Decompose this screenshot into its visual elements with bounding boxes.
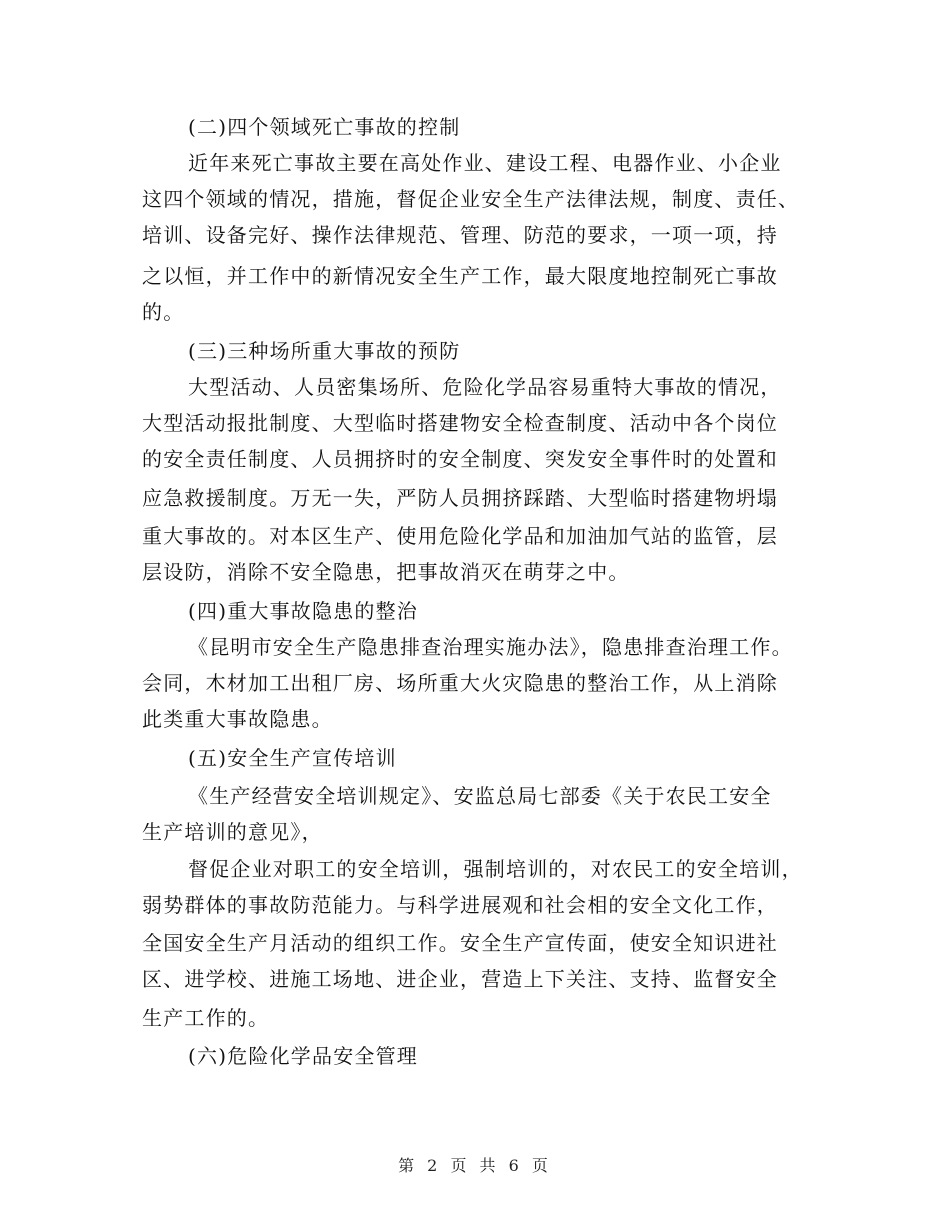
text-line: (五)安全生产宣传培训 [188,746,397,770]
text-line: (二)四个领域死亡事故的控制 [188,115,461,139]
text-line: 大型活动报批制度、大型临时搭建物安全检查制度、活动中各个岗位 [142,411,778,435]
text-line: 这四个领域的情况，措施，督促企业安全生产法律法规，制度、责任、 [142,187,800,211]
text-line: 会同，木材加工出租厂房、场所重大火灾隐患的整治工作，从上消除 [142,671,778,695]
text-line: (三)三种场所重大事故的预防 [188,339,461,363]
text-line: 之以恒，并工作中的新情况安全生产工作，最大限度地控制死亡事故 [142,264,778,288]
text-line: (四)重大事故隐患的整治 [188,599,419,623]
text-line: 此类重大事故隐患。 [142,707,333,731]
text-line: (六)危险化学品安全管理 [188,1044,419,1068]
text-line: 生产工作的。 [142,1006,270,1030]
text-line: 《生产经营安全培训规定》、安监总局七部委《关于农民工安全 [188,784,772,808]
text-line: 的。 [142,300,185,324]
text-line: 生产培训的意见》， [142,820,323,844]
page-number-footer: 第 2 页 共 6 页 [398,1156,552,1175]
text-line: 全国安全生产月活动的组织工作。安全生产宣传面，使安全知识进社 [142,931,778,955]
text-line: 《昆明市安全生产隐患排查治理实施办法》，隐患排查治理工作。 [188,635,793,659]
text-line: 近年来死亡事故主要在高处作业、建设工程、电器作业、小企业 [188,151,782,175]
text-line: 大型活动、人员密集场所、危险化学品容易重特大事故的情况， [188,375,782,399]
text-line: 应急救援制度。万无一失，严防人员拥挤踩踏、大型临时搭建物坍塌 [142,486,778,510]
text-line: 重大事故的。对本区生产、使用危险化学品和加油加气站的监管，层 [142,524,778,548]
text-line: 的安全责任制度、人员拥挤时的安全制度、突发安全事件时的处置和 [142,447,778,471]
text-line: 区、进学校、进施工场地、进企业，营造上下关注、支持、监督安全 [142,967,778,991]
text-line: 层设防，消除不安全隐患，把事故消灭在萌芽之中。 [142,560,630,584]
text-line: 督促企业对职工的安全培训，强制培训的，对农民工的安全培训， [188,857,803,881]
text-line: 培训、设备完好、操作法律规范、管理、防范的要求，一项一项，持 [142,223,778,247]
text-line: 弱势群体的事故防范能力。与科学进展观和社会相的安全文化工作， [142,893,778,917]
